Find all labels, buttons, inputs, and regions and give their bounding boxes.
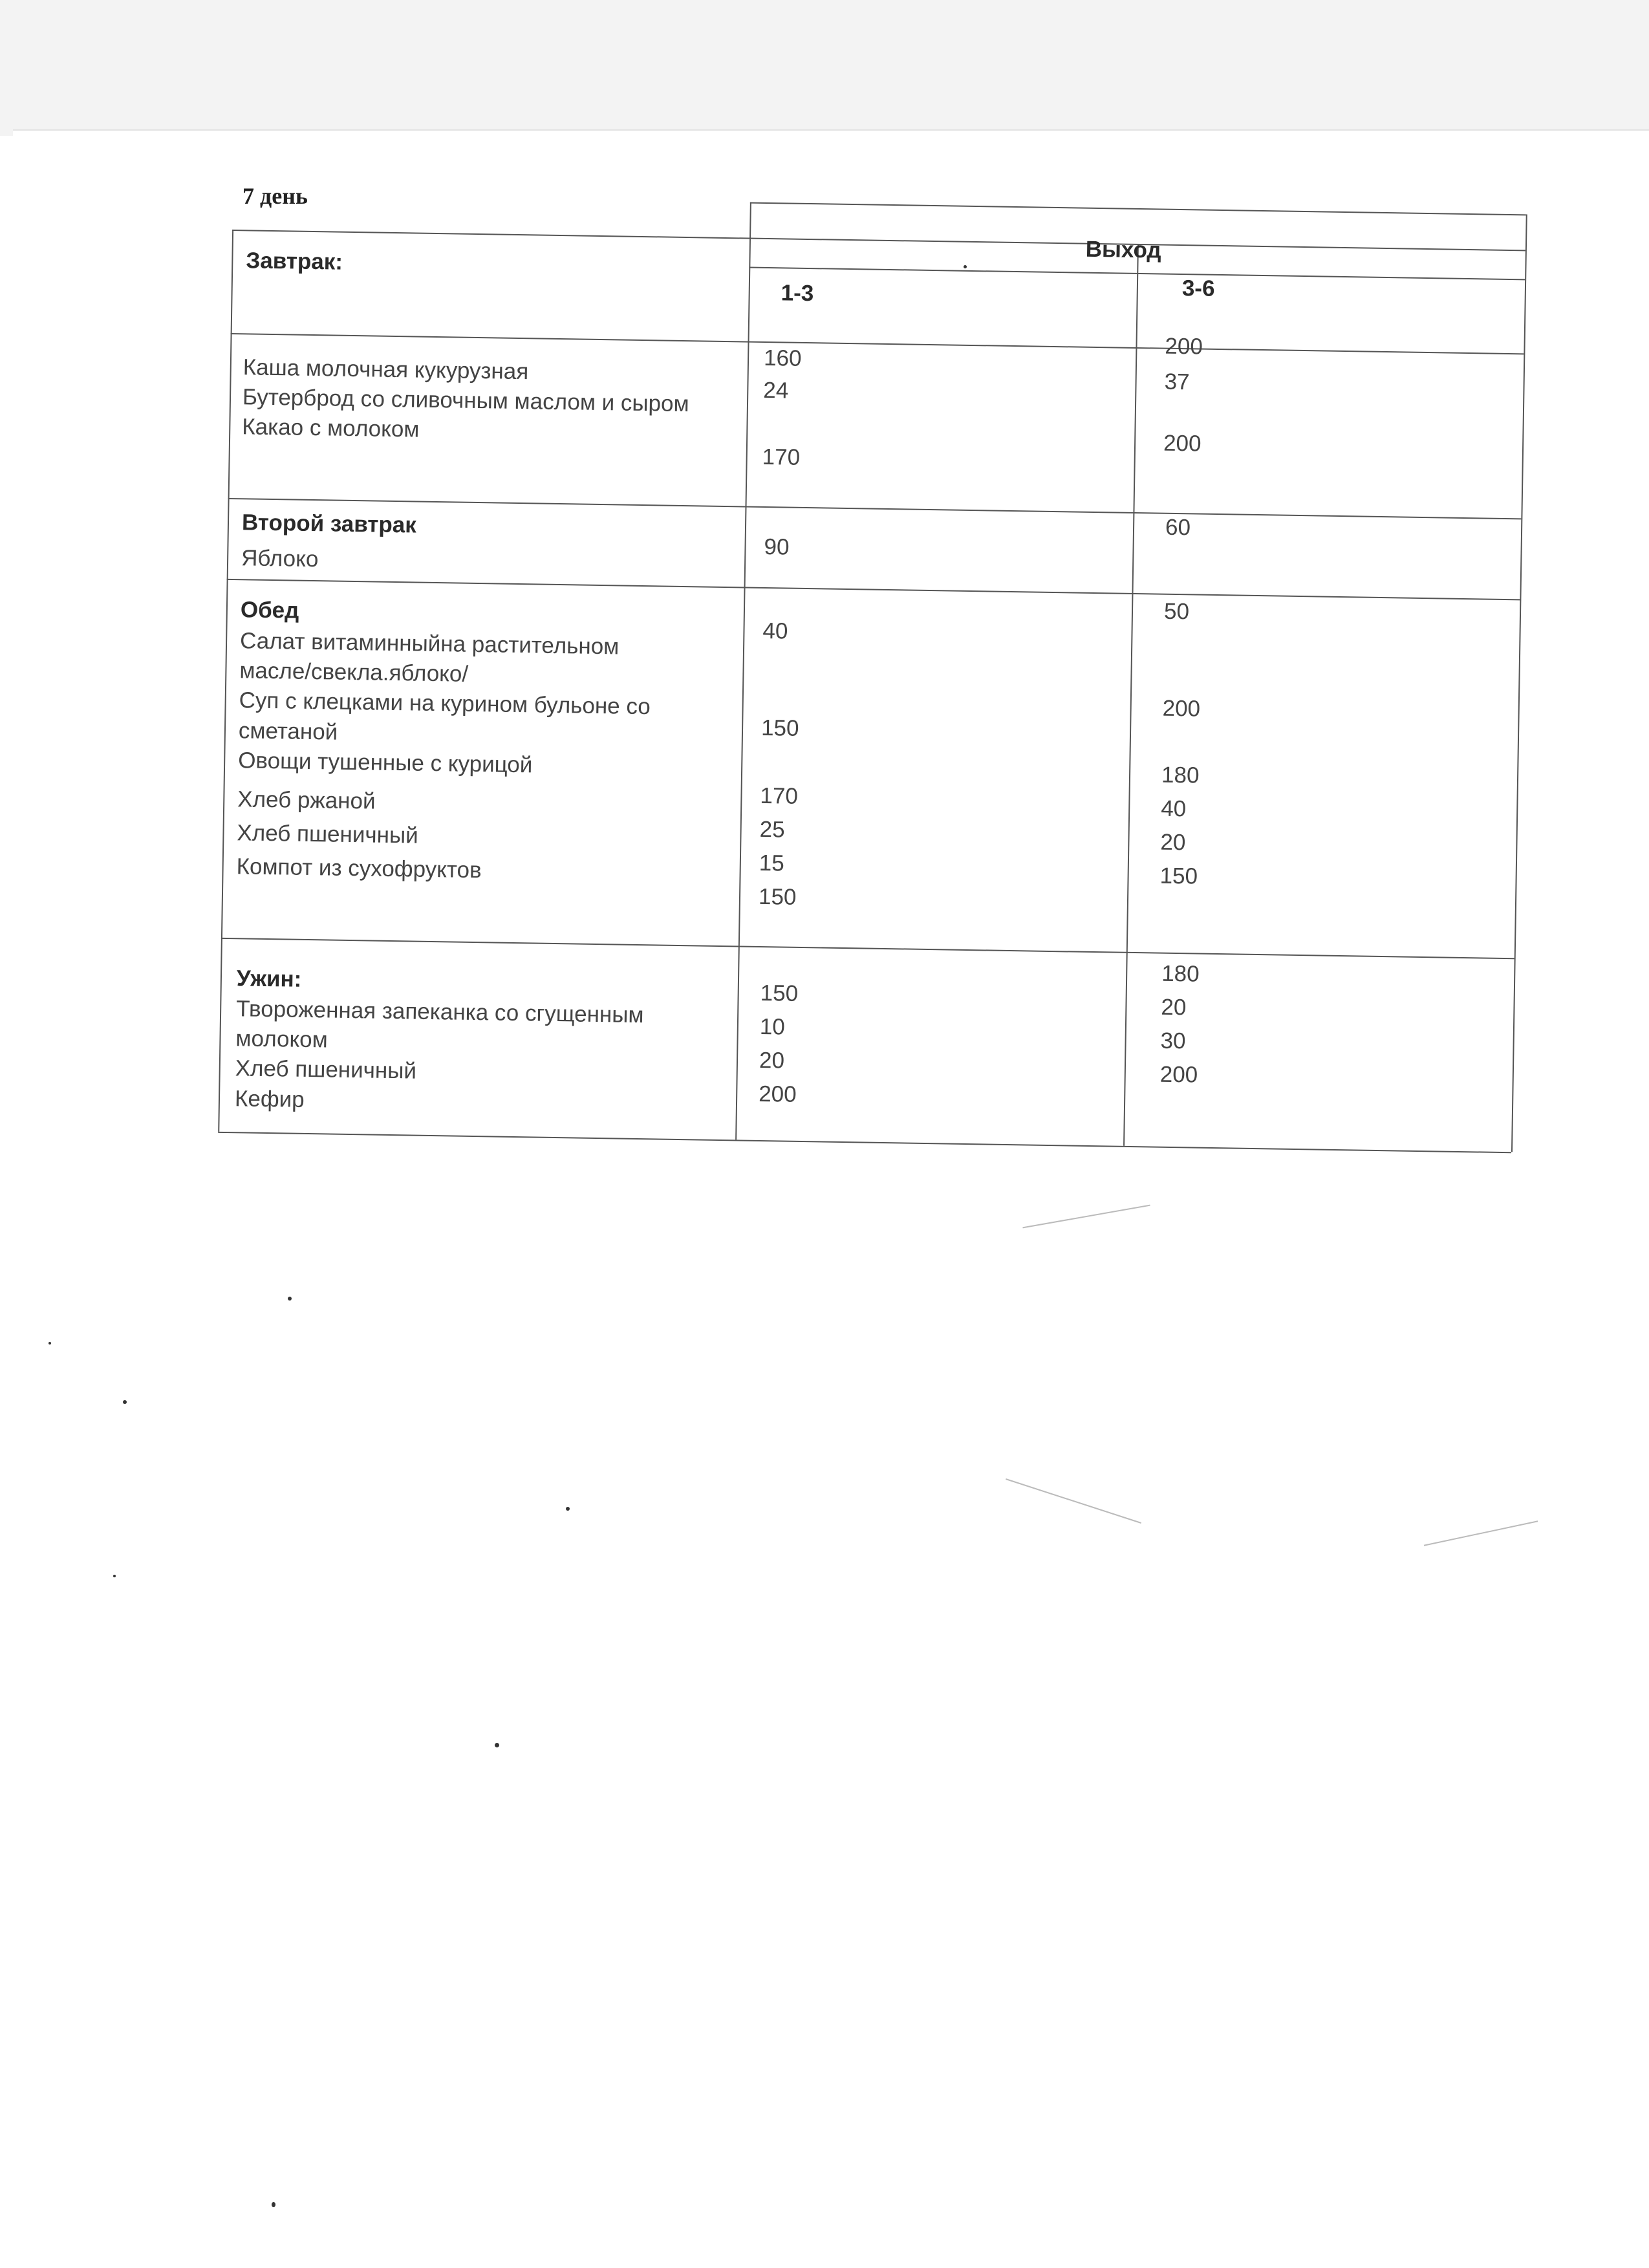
yield-value: 170 — [760, 783, 799, 809]
scan-speck — [113, 1575, 116, 1577]
yield-value: 25 — [759, 816, 785, 843]
table-line-breakfast-bottom — [228, 498, 1522, 519]
breakfast-item: Каша молочная кукурузная — [242, 354, 529, 385]
lunch-item: Овощи тушенные с курицой — [237, 747, 533, 778]
yield-value: 15 — [759, 850, 785, 876]
yield-value: 20 — [1160, 829, 1186, 856]
lunch-col2 — [1159, 597, 1202, 892]
yield-value: 40 — [762, 618, 788, 644]
yield-value: 37 — [1164, 369, 1190, 395]
table-line-lunch-bottom — [221, 938, 1514, 959]
table-border-right — [1511, 214, 1527, 1152]
yield-value: 200 — [1159, 1061, 1198, 1088]
table-border-bottom — [218, 1132, 1511, 1153]
table-line-second-breakfast-bottom — [227, 579, 1520, 600]
yield-value: 200 — [1163, 430, 1202, 457]
lunch-item: Салат витаминныйна растительном — [239, 628, 620, 660]
yield-value: 150 — [758, 883, 797, 910]
breakfast-items — [242, 352, 690, 449]
lunch-col1 — [759, 616, 801, 913]
dinner-item: Хлеб пшеничный — [235, 1055, 417, 1085]
yield-value: 20 — [759, 1047, 785, 1074]
yield-value: 10 — [759, 1013, 786, 1040]
yield-value: 50 — [1163, 598, 1190, 625]
second-breakfast-col2: 60 — [1165, 514, 1191, 541]
dinner-col2 — [1159, 959, 1200, 1090]
scan-speck — [288, 1297, 292, 1301]
dinner-item: Кефир — [234, 1085, 305, 1112]
scan-speck — [964, 265, 967, 268]
lunch-item: Хлеб пшеничный — [237, 819, 419, 848]
yield-value: 180 — [1161, 762, 1200, 788]
yield-value: 150 — [1159, 863, 1198, 889]
scan-stroke — [1424, 1520, 1538, 1546]
scan-stroke — [1022, 1205, 1150, 1229]
lunch-items — [236, 626, 651, 888]
header-age-3-6: 3-6 — [1181, 275, 1215, 301]
yield-value: 150 — [760, 980, 799, 1006]
yield-value: 40 — [1160, 795, 1187, 822]
yield-value: 150 — [760, 715, 799, 741]
scan-speck — [48, 1342, 51, 1345]
lunch-heading: Обед — [240, 597, 299, 623]
scan-speck — [566, 1507, 570, 1511]
yield-value: 30 — [1160, 1028, 1186, 1054]
breakfast-item: Бутерброд со сливочным маслом и сыром — [242, 384, 689, 417]
table-col-divider-1 — [735, 202, 751, 1140]
yield-value: 200 — [758, 1081, 797, 1107]
menu-table — [217, 194, 1590, 1185]
scan-speck — [272, 2202, 275, 2207]
lunch-item: Компот из сухофруктов — [236, 853, 482, 883]
yield-value: 200 — [1162, 695, 1201, 722]
yield-value: 200 — [1165, 333, 1203, 360]
yield-value: 20 — [1161, 994, 1187, 1021]
dinner-item: Твороженная запеканка со сгущенным — [235, 996, 644, 1028]
table-line-header — [232, 230, 1525, 251]
header-age-1-3: 1-3 — [781, 280, 814, 307]
dinner-item: молоком — [235, 1026, 329, 1053]
header-breakfast-label: Завтрак: — [246, 248, 343, 275]
yield-value: 160 — [763, 345, 802, 371]
breakfast-col2 — [1163, 332, 1203, 459]
second-breakfast-col1: 90 — [764, 534, 790, 560]
scan-stroke — [1006, 1478, 1141, 1524]
header-yield-label: Выход — [1085, 236, 1162, 263]
yield-value: 180 — [1161, 960, 1200, 987]
breakfast-col1 — [762, 343, 802, 473]
lunch-item: масле/свекла.яблоко/ — [239, 658, 469, 687]
table-line-breakfast-top — [231, 333, 1524, 354]
table-col-divider-2 — [1123, 244, 1139, 1146]
yield-value: 170 — [762, 444, 801, 470]
dinner-items — [235, 994, 644, 1120]
yield-value: 24 — [763, 377, 789, 404]
scan-background — [0, 0, 1649, 136]
second-breakfast-item: Яблоко — [241, 545, 319, 572]
second-breakfast-heading: Второй завтрак — [241, 510, 417, 538]
scan-speck — [123, 1400, 127, 1404]
scan-speck — [495, 1743, 499, 1747]
lunch-item: Суп с клецками на курином бульоне со — [239, 687, 651, 720]
lunch-item: сметаной — [238, 717, 338, 745]
breakfast-item: Какао с молоком — [242, 414, 420, 442]
dinner-col1 — [759, 978, 799, 1110]
day-title: 7 день — [242, 183, 308, 209]
lunch-item: Хлеб ржаной — [237, 786, 376, 814]
dinner-heading: Ужин: — [236, 966, 302, 992]
